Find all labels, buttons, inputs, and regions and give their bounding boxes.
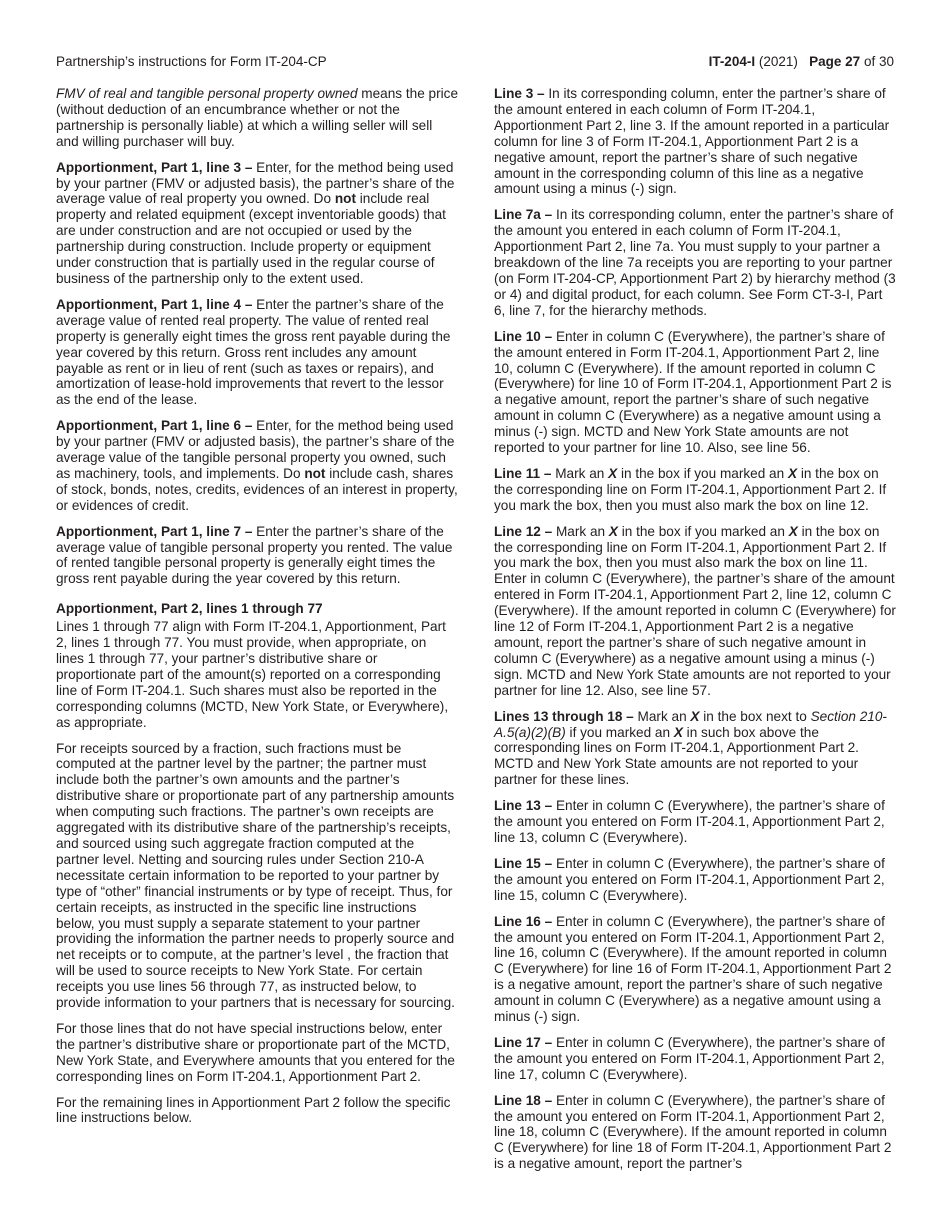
lines13-18-instruction: Lines 13 through 18 – Mark an X in the box next to Section 210-A.5(a)(2)(B) if you marked an X in such box above the corresponding lines on Form IT-204.1, Apportionment Part 2. MCTD and New York State amounts are not reported to your partner for these lines. <box>494 708 887 788</box>
part1-line7-instruction: Apportionment, Part 1, line 7 – Enter the partner’s share of the average value of tangible personal property you rented. The value of rented tangible personal property is generally eight times the gross rent payable during the year covered by this return. <box>56 523 453 587</box>
page-total: of 30 <box>863 54 894 69</box>
fmv-definition: FMV of real and tangible personal property owned means the price (without deduction of an encumbrance whether or not the partnership is personally liable) at which a willing seller will sell and willing purchaser will buy. <box>56 86 459 149</box>
part2-heading: Apportionment, Part 2, lines 1 through 77 <box>56 601 323 617</box>
part1-line4-instruction: Apportionment, Part 1, line 4 – Enter the partner’s share of the average value of rented real property. The value of rented real property is generally eight times the gross rent payable during the year covered by this return. Gross rent includes any amount payable as rent or in lieu of rent (such as taxes or repairs), and amortization of lease-hold improvements that revert to the lessor as the end of the lease. <box>56 296 451 408</box>
form-year: (2021) <box>758 54 798 69</box>
running-header-page <box>709 54 894 69</box>
line7a-instruction: Line 7a – In its corresponding column, enter the partner’s share of the amount you entered in each column of Form IT-204.1, Apportionment Part 2, line 7a. You must supply to your partner a breakdown of the line 7a receipts you are reporting to your partner (on Form IT-204-CP, Apportionment Part 2) by hierarchy method (3 or 4) and digital product, for each column. See Form CT-3-I, Part 6, line 7, for the hierarchy methods. <box>494 207 896 318</box>
form-number: IT-204-I <box>708 54 756 69</box>
line3-instruction: Line 3 – In its corresponding column, enter the partner’s share of the amount entered in each column of Form IT-204.1, Apportionment Part 2, line 3. If the amount reported in a particular column for line 3 of Form IT-204.1, Apportionment Part 2 is a negative amount, report the partner’s share of such negative amount in the corresponding column of this line as a negative amount using a minus (-) sign. <box>494 86 890 197</box>
line15-instruction: Line 15 – Enter in column C (Everywhere), the partner’s share of the amount you entered on Form IT-204.1, Apportionment Part 2, line 15, column C (Everywhere). <box>494 855 885 903</box>
part1-line6-instruction: Apportionment, Part 1, line 6 – Enter, for the method being used by your partner (FMV or adjusted basis), the partner’s share of the average value of the tangible personal property you owned, such as machinery, tools, and implements. Do not include cash, shares of stock, bonds, notes, credits, evidences of an interest in property, or evidences of credit. <box>56 418 458 513</box>
page-number: Page 27 <box>809 54 861 69</box>
line16-instruction: Line 16 – Enter in column C (Everywhere), the partner’s share of the amount you entered on Form IT-204.1, Apportionment Part 2, line 16, column C (Everywhere). If the amount reported in column C (Everywhere) for line 16 of Form IT-204.1, Apportionment Part 2 is a negative amount, report the partner’s share of such negative amount in column C (Everywhere) as a negative amount using a minus (-) sign. <box>494 913 892 1025</box>
line10-instruction: Line 10 – Enter in column C (Everywhere), the partner’s share of the amount entered in Form IT-204.1, Apportionment Part 2, line 10, column C (Everywhere). If the amount reported in column C (Everywhere) for line 10 of Form IT-204.1, Apportionment Part 2 is a negative amount, report the partner’s share of such negative amount in column C (Everywhere) as a negative amount using a minus (-) sign. MCTD and New York State amounts are not reported to your partner for line 10. Also, see line 56. <box>494 328 892 456</box>
line11-instruction: Line 11 – Mark an X in the box if you marked an X in the box on the corresponding line on Form IT-204.1, Apportionment Part 2. If you mark the box, then you must also mark the box on line 12. <box>494 465 887 513</box>
right-column <box>494 86 896 1182</box>
part2-paragraph-1: Lines 1 through 77 align with Form IT-204.1, Apportionment, Part 2, lines 1 through 77. You must provide, when appropriate, on lines 1 through 77, your partner’s distributive share or proportionate part of the amount(s) reported on a corresponding line of Form IT-204.1. Such shares must also be reported in the corresponding columns (MCTD, New York State, or Everywhere), as appropriate. <box>56 619 449 730</box>
running-header-title: Partnership’s instructions for Form IT-204-CP <box>56 54 327 69</box>
line13-instruction: Line 13 – Enter in column C (Everywhere), the partner’s share of the amount you entered on Form IT-204.1, Apportionment Part 2, line 13, column C (Everywhere). <box>494 798 885 845</box>
left-column <box>56 86 458 1136</box>
part1-line3-instruction: Apportionment, Part 1, line 3 – Enter, for the method being used by your partner (FMV or adjusted basis), the partner’s share of the average value of real property you owned. Do not include real property and related equipment (except inventoriable goods) that are under construction and are not occupied or used by the partnership during construction. Include property or equipment under construction that is partially used in the regular course of business of the partnership only to the extent used. <box>56 159 455 286</box>
part2-paragraph-2: For receipts sourced by a fraction, such fractions must be computed at the partner level by the partner; the partner must include both the partner’s own amounts and the partner’s distributive share or proportionate part of any partnership amounts when computing such fractions. The partner’s own receipts are aggregated with its distributive share of the partnership’s receipts, and sourced using such aggregate fraction computed at the partner level. Netting and sourcing rules under Section 210-A necessitate certain information to be reported to your partner by type of “other” financial instruments or by type of receipt. Thus, for certain receipts, as instructed in the specific line instructions below, you must supply a separate statement to your partner providing the information the partner needs to properly source and net receipts or to compute, at the partner’s level , the fraction that will be used to source receipts to New York State. For certain receipts you use lines 56 through 77, as instructed below, to provide information to your partners that is necessary for sourcing. <box>56 740 455 1011</box>
line17-instruction: Line 17 – Enter in column C (Everywhere), the partner’s share of the amount you entered on Form IT-204.1, Apportionment Part 2, line 17, column C (Everywhere). <box>494 1034 885 1082</box>
part2-paragraph-4: For the remaining lines in Apportionment Part 2 follow the specific line instructions below. <box>56 1094 451 1126</box>
line18-instruction: Line 18 – Enter in column C (Everywhere), the partner’s share of the amount you entered on Form IT-204.1, Apportionment Part 2, line 18, column C (Everywhere). If the amount reported in column C (Everywhere) for line 18 of Form IT-204.1, Apportionment Part 2 is a negative amount, report the partner’s <box>494 1092 892 1172</box>
part2-paragraph-3: For those lines that do not have special instructions below, enter the partner’s distributive share or proportionate part of the MCTD, New York State, and Everywhere amounts that you entered for the corresponding lines on Form IT-204.1, Apportionment Part 2. <box>56 1020 455 1084</box>
line12-instruction: Line 12 – Mark an X in the box if you marked an X in the box on the corresponding line on Form IT-204.1, Apportionment Part 2. If you mark the box, then you must also mark the box on line 11. Enter in column C (Everywhere), the partner’s share of the amount entered in Form IT-204.1, Apportionment Part 2, line 12, column C (Everywhere). If the amount reported in column C (Everywhere) for line 12 of Form IT-204.1, Apportionment Part 2 is a negative amount, report the partner’s share of such negative amount in column C (Everywhere) as a negative amount using a minus (-) sign. MCTD and New York State amounts are not reported to your partner for line 12. Also, see line 57. <box>494 523 896 698</box>
